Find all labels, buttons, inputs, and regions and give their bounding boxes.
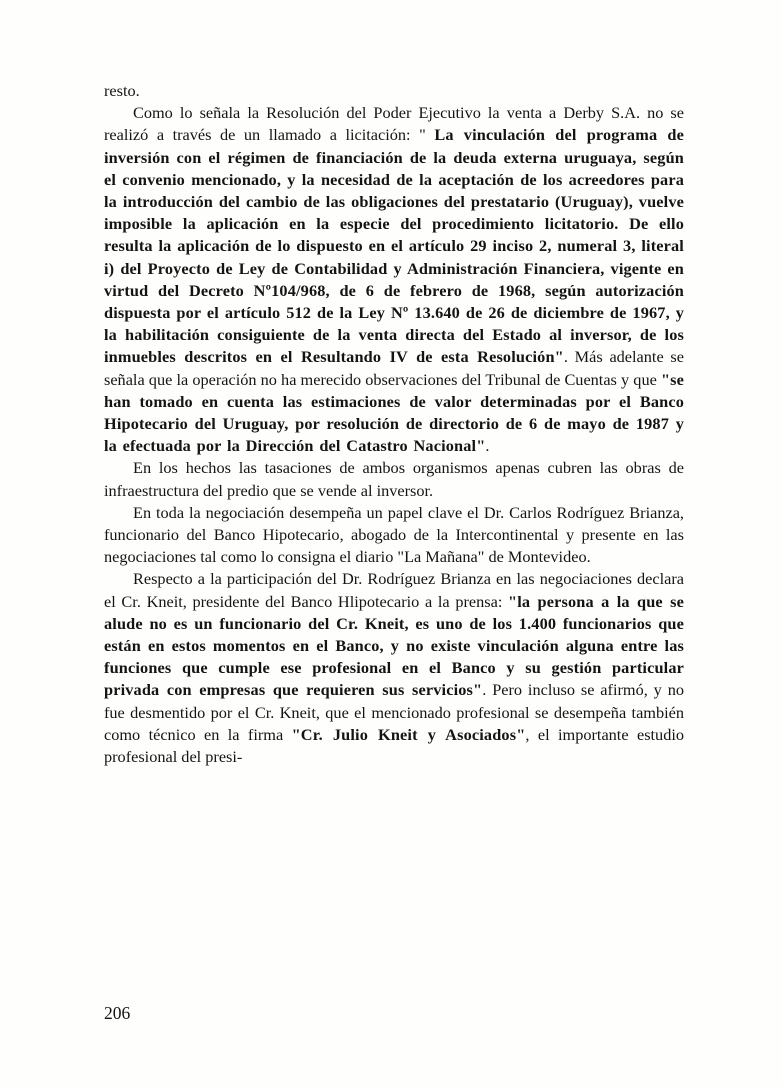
paragraph [104, 568, 684, 768]
text-segment: Respecto a la participación del Dr. Rodríguez Brianza en las negociaciones declara el Cr. Kneit, presidente del Banco Hlipotecario a la prensa: [104, 569, 684, 611]
text-segment: , el importante estudio profesional del presi- [104, 724, 684, 767]
text-segment: . Más adelante se señala que la operación no ha merecido observaciones del Tribunal de Cuentas y que [104, 347, 684, 389]
text-segment: En los hechos las tasaciones de ambos organismos apenas cubren las obras de infraestructura del predio que se vende al inversor. [104, 458, 684, 500]
text-segment: . Pero incluso se afirmó, y no fue desmentido por el Cr. Kneit, que el mencionado profesional se desempeña también como técnico en la firma [104, 680, 684, 744]
text-segment: En toda la negociación desempeña un papel clave el Dr. Carlos Rodríguez Brianza, funcionario del Banco Hipotecario, abogado de la Intercontinental y presente en las negociaciones tal como lo consigna el diario "La Mañana" de Montevideo. [104, 502, 684, 567]
body-text [104, 80, 684, 768]
paragraph [104, 80, 684, 102]
text-segment: Como lo señala la Resolución del Poder Ejecutivo la venta a Derby S.A. no se realizó a través de un llamado a licitación: " [104, 103, 684, 145]
paragraph [104, 457, 684, 501]
text-segment: . [485, 436, 490, 456]
bold-text-segment: "se han tomado en cuenta las estimaciones de valor determinadas por el Banco Hipotecario del Uruguay, por resolución de directorio de 6 de mayo de 1987 y la efectuada por la Dirección del Catastro Nacional" [104, 369, 684, 456]
bold-text-segment: "Cr. Julio Kneit y Asociados" [291, 724, 526, 744]
bold-text-segment: La vinculación del programa de inversión con el régimen de financiación de la deuda externa uruguaya, según el convenio mencionado, y la necesidad de la aceptación de los acreedores para la introducción del cambio de las obligaciones del prestatario (Uruguay), vuelve imposible la aplicación en la especie del procedimiento licitatorio. De ello resulta la aplicación de lo dispuesto en el artículo 29 inciso 2, numeral 3, literal i) del Proyecto de Ley de Contabilidad y Administración Financiera, vigente en virtud del Decreto Nº104/968, de 6 de febrero de 1968, según autorización dispuesta por el artículo 512 de la Ley Nº 13.640 de 26 de diciembre de 1967, y la habilitación consiguiente de la venta directa del Estado al inversor, de los inmuebles descritos en el Resultando IV de esta Resolución" [104, 125, 684, 367]
page-number: 206 [104, 1003, 131, 1023]
paragraph [104, 102, 684, 457]
bold-text-segment: "la persona a la que se alude no es un funcionario del Cr. Kneit, es uno de los 1.400 funcionarios que están en estos momentos en el Banco, y no existe vinculación alguna entre las funciones que cumple ese profesional en el Banco y su gestión particular privada con empresas que requieren sus servicios" [104, 591, 685, 700]
text-segment: resto. [104, 81, 140, 100]
paragraph [104, 502, 684, 569]
